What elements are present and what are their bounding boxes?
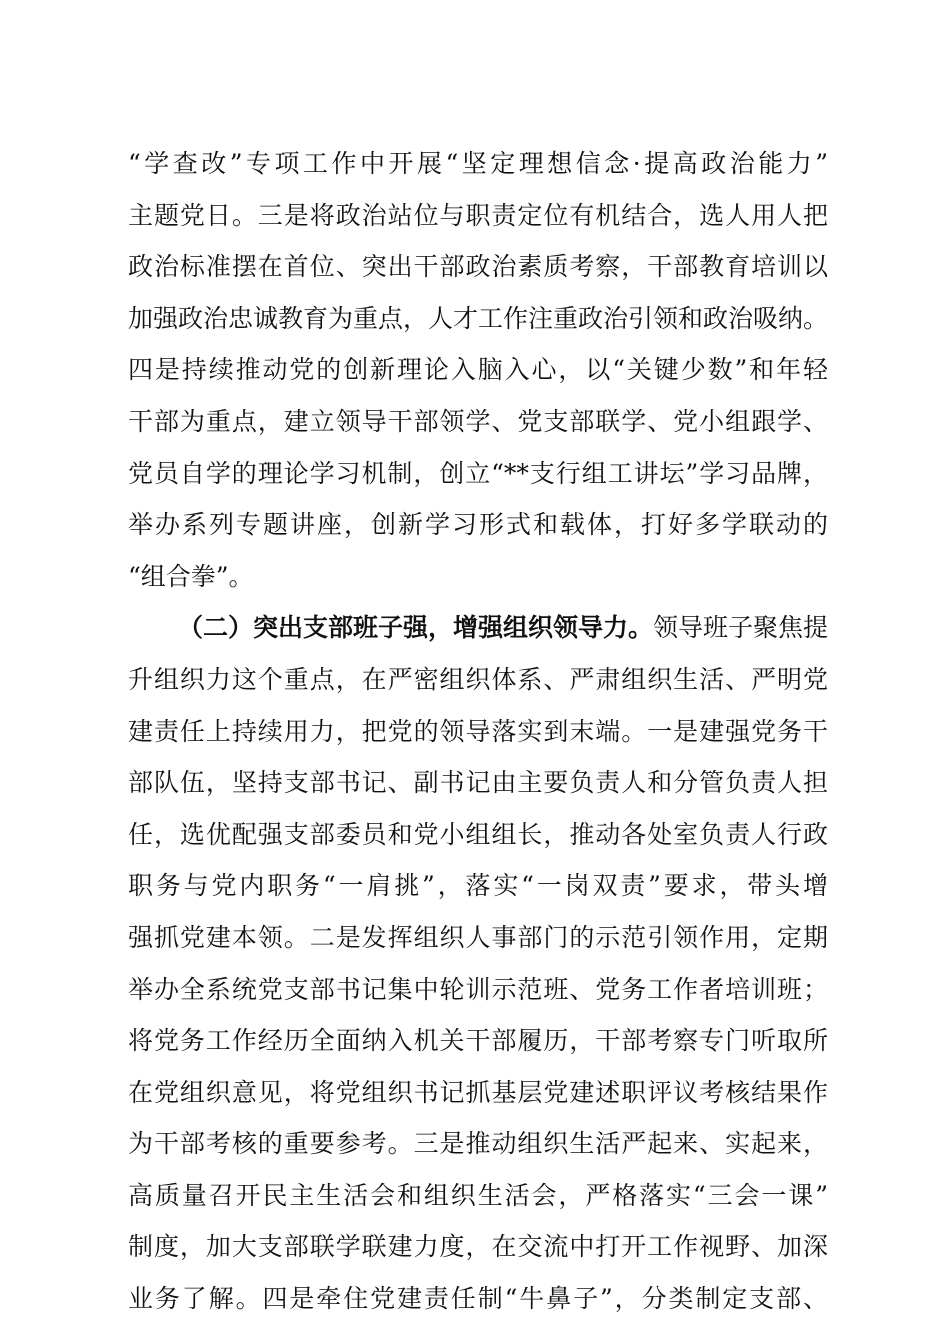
paragraph xyxy=(128,138,828,602)
body-text: 领导班子聚焦提 xyxy=(653,613,829,643)
body-text: 举办系列专题讲座，创新学习形式和载体，打好多学联动的 xyxy=(128,510,828,540)
body-text: 为干部考核的重要参考。三是推动组织生活严起来、实起来， xyxy=(128,1129,828,1159)
body-text: 在党组织意见，将党组织书记抓基层党建述职评议考核结果作 xyxy=(128,1077,828,1107)
text-line xyxy=(128,448,828,500)
paragraph xyxy=(128,602,828,1324)
text-line xyxy=(128,396,828,448)
body-text: 高质量召开民主生活会和组织生活会，严格落实“三会一课” xyxy=(128,1180,828,1210)
body-text: 将党务工作经历全面纳入机关干部履历，干部考察专门听取所 xyxy=(128,1026,828,1056)
text-line xyxy=(128,860,828,912)
body-text: 任，选优配强支部委员和党小组组长，推动各处室负责人行政 xyxy=(128,819,828,849)
body-text: 制度，加大支部联学联建力度，在交流中打开工作视野、加深 xyxy=(128,1232,828,1262)
text-line xyxy=(128,1118,828,1170)
body-text: 政治标准摆在首位、突出干部政治素质考察，干部教育培训以 xyxy=(128,252,828,282)
section-heading: （二）突出支部班子强，增强组织领导力。 xyxy=(178,613,654,643)
text-line xyxy=(128,1015,828,1067)
text-line xyxy=(128,551,828,603)
body-text: “学查改”专项工作中开展“坚定理想信念·提高政治能力” xyxy=(128,149,828,178)
text-line xyxy=(128,344,828,396)
body-text: 主题党日。三是将政治站位与职责定位有机结合，选人用人把 xyxy=(128,200,828,230)
body-text: 建责任上持续用力，把党的领导落实到末端。一是建强党务干 xyxy=(128,716,828,746)
text-line xyxy=(128,912,828,964)
body-text: “组合拳”。 xyxy=(128,561,254,591)
text-line xyxy=(128,1221,828,1273)
text-line xyxy=(128,1067,828,1119)
text-line xyxy=(128,602,828,654)
body-text: 干部为重点，建立领导干部领学、党支部联学、党小组跟学、 xyxy=(128,406,828,436)
document-body xyxy=(128,138,828,1325)
body-text: 党员自学的理论学习机制，创立“**支行组工讲坛”学习品牌， xyxy=(128,458,828,488)
body-text: 强抓党建本领。二是发挥组织人事部门的示范引领作用，定期 xyxy=(128,922,828,952)
text-line xyxy=(128,293,828,345)
text-line xyxy=(128,706,828,758)
text-line xyxy=(128,757,828,809)
text-line xyxy=(128,654,828,706)
body-text: 升组织力这个重点，在严密组织体系、严肃组织生活、严明党 xyxy=(128,664,828,694)
text-line xyxy=(128,138,828,190)
body-text: 业务了解。四是牵住党建责任制“牛鼻子”，分类制定支部、 xyxy=(128,1284,828,1314)
text-line xyxy=(128,190,828,242)
text-line xyxy=(128,809,828,861)
body-text: 四是持续推动党的创新理论入脑入心，以“关键少数”和年轻 xyxy=(128,355,828,385)
text-line xyxy=(128,1170,828,1222)
body-text: 举办全系统党支部书记集中轮训示范班、党务工作者培训班； xyxy=(128,974,828,1004)
body-text: 职务与党内职务“一肩挑”，落实“一岗双责”要求，带头增 xyxy=(128,871,828,901)
text-line xyxy=(128,499,828,551)
body-text: 部队伍，坚持支部书记、副书记由主要负责人和分管负责人担 xyxy=(128,768,828,798)
body-text: 加强政治忠诚教育为重点，人才工作注重政治引领和政治吸纳。 xyxy=(128,303,829,333)
text-line xyxy=(128,241,828,293)
text-line xyxy=(128,1273,828,1325)
text-line xyxy=(128,964,828,1016)
